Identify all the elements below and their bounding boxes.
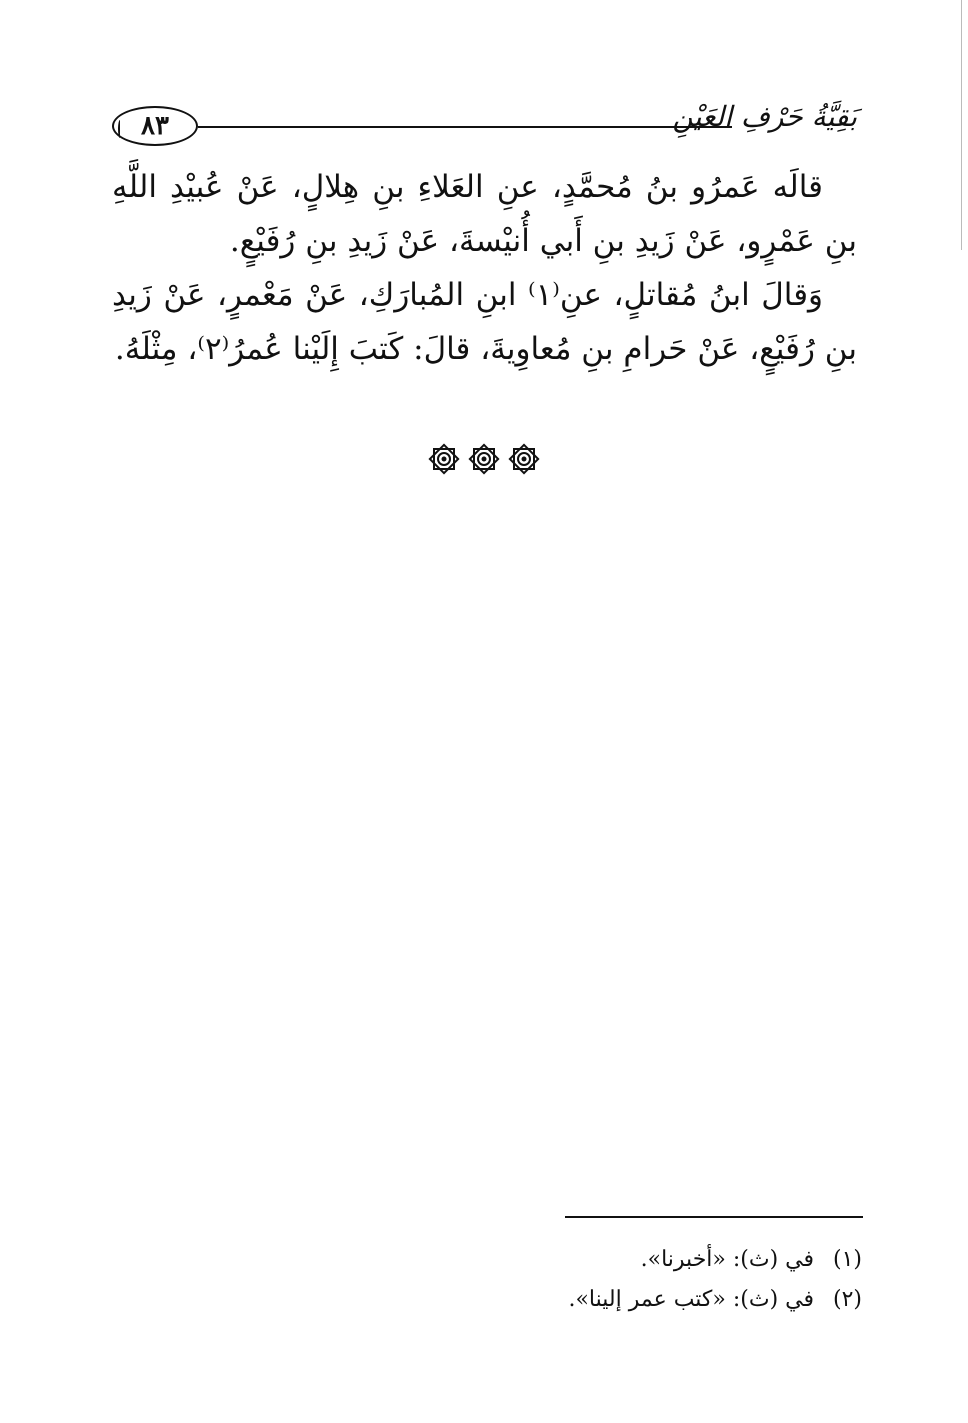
rosette-icon [507,442,541,476]
rosette-icon [427,442,461,476]
paragraph: وَقالَ ابنُ مُقاتلٍ، عنِ⁽١⁾ ابنِ المُبارَكِ، عَنْ مَعْمرٍ، عَنْ زَيدِ بنِ رُفَيْعٍ، عَنْ حَرامِ بنِ مُعاوِيةَ، قالَ: كَتبَ إِلَيْنا عُمرُ⁽٢⁾، مِثْلَهُ. [112,277,857,367]
page-edge-line [961,0,962,250]
main-text [112,160,857,376]
rosette-icon [467,442,501,476]
footnote [112,1240,862,1280]
header-rule [198,126,732,128]
footnote-separator [565,1216,863,1218]
page-number: ٨٣ [112,106,198,146]
footnote [112,1280,862,1320]
section-divider [0,442,968,476]
footnote-text: في (ث): «أخبرنا». [640,1247,814,1272]
footnote-number: (٢) [832,1287,862,1312]
running-title: بَقِيَّةُ حَرْفِ العَيْنِ [672,100,857,133]
footnote-number: (١) [832,1247,862,1272]
footnote-text: في (ث): «كتب عمر إلينا». [568,1287,814,1312]
page-header [112,100,857,156]
paragraph: قالَه عَمرُو بنُ مُحمَّدٍ، عنِ العَلاءِ بنِ هِلالٍ، عَنْ عُبيْدِ اللَّهِ بنِ عَمْرٍو، عَنْ زَيدِ بنِ أَبي أُنيْسةَ، عَنْ زَيدِ بنِ رُفَيْعٍ. [112,169,857,259]
footnotes [112,1240,862,1320]
